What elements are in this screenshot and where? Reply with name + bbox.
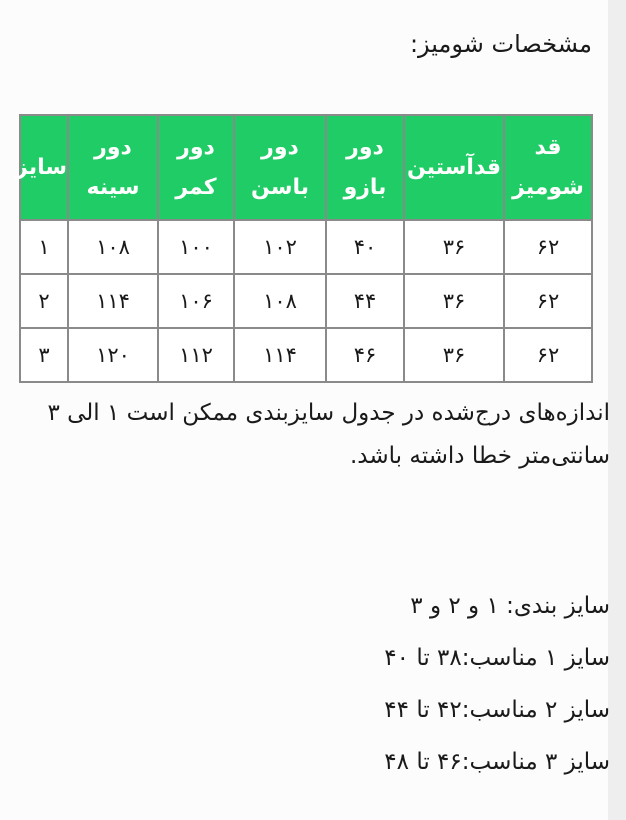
- scroll-edge: [608, 0, 626, 820]
- size-2-fit: سایز ۲ مناسب:۴۲ تا ۴۴: [384, 697, 610, 723]
- table-cell: ۱۰۰: [158, 220, 234, 274]
- table-cell: ۶۲: [504, 274, 592, 328]
- measurement-note: اندازه‌های درج‌شده در جدول سایزبندی ممکن است ۱ الی ۳ سانتی‌متر خطا داشته باشد.: [47, 400, 610, 469]
- header-label: سایز: [15, 154, 67, 180]
- header-waist: [158, 115, 234, 220]
- header-label: قدآستین: [406, 154, 502, 180]
- table-cell: ۱۰۶: [158, 274, 234, 328]
- header-label: دور: [346, 134, 384, 160]
- table-cell: ۴۴: [326, 274, 404, 328]
- header-chest: [68, 115, 158, 220]
- header-size: [15, 115, 68, 220]
- header-arm: [326, 115, 404, 220]
- table-row: [20, 274, 592, 328]
- header-sleeve-length: [404, 115, 504, 220]
- header-label: دور: [261, 134, 299, 160]
- table-row: [20, 328, 592, 382]
- size-1-fit: سایز ۱ مناسب:۳۸ تا ۴۰: [384, 645, 610, 671]
- size-table: [15, 114, 593, 383]
- header-label: شومیز: [512, 174, 584, 200]
- table-cell: ۱۱۴: [234, 328, 326, 382]
- table-cell: ۴۰: [326, 220, 404, 274]
- page-title: مشخصات شومیز:: [409, 30, 592, 58]
- table-cell: ۴۶: [326, 328, 404, 382]
- table-cell: ۱: [20, 220, 68, 274]
- table-cell: ۶۲: [504, 220, 592, 274]
- header-label: باسن: [251, 174, 309, 200]
- header-label: قد: [534, 134, 562, 160]
- table-cell: ۳۶: [404, 220, 504, 274]
- size-3-fit: سایز ۳ مناسب:۴۶ تا ۴۸: [384, 749, 610, 775]
- table-cell: ۱۱۴: [68, 274, 158, 328]
- table-cell: ۱۱۲: [158, 328, 234, 382]
- table-cell: ۱۰۲: [234, 220, 326, 274]
- header-label: دور: [94, 134, 132, 160]
- sizing-info: [30, 580, 610, 788]
- header-label: بازو: [343, 174, 387, 200]
- header-label: سینه: [86, 174, 140, 200]
- table-cell: ۲: [20, 274, 68, 328]
- header-blouse-length: [504, 115, 592, 220]
- table-header-row: [20, 115, 592, 220]
- sizes-line: سایز بندی: ۱ و ۲ و ۳: [410, 593, 610, 619]
- header-label: کمر: [175, 174, 217, 200]
- table-cell: ۱۲۰: [68, 328, 158, 382]
- header-hip: [234, 115, 326, 220]
- table-cell: ۱۰۸: [68, 220, 158, 274]
- table-cell: ۶۲: [504, 328, 592, 382]
- table-cell: ۳۶: [404, 328, 504, 382]
- table-cell: ۳: [20, 328, 68, 382]
- header-label: دور: [177, 134, 215, 160]
- table-cell: ۳۶: [404, 274, 504, 328]
- table-row: [20, 220, 592, 274]
- table-cell: ۱۰۸: [234, 274, 326, 328]
